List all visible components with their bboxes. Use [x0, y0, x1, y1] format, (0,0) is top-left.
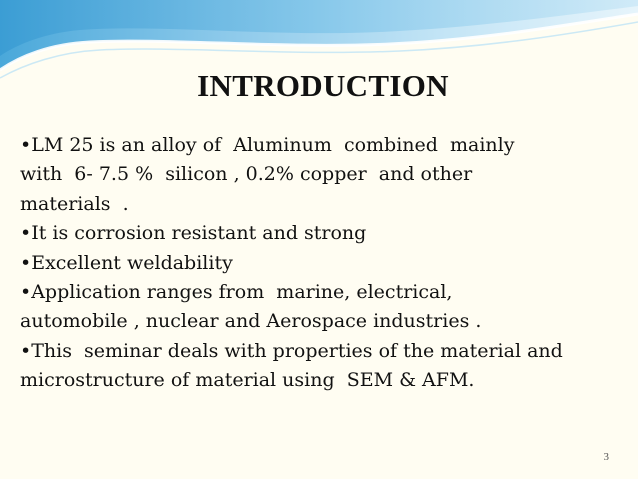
bullet-line: materials . [20, 192, 129, 215]
bullet-line: microstructure of material using SEM & AFM. [20, 369, 475, 392]
bullet-line: •It is corrosion resistant and strong [20, 222, 367, 245]
page-number: 3 [603, 451, 609, 463]
bullet-line: •LM 25 is an alloy of Aluminum combined mainly [20, 134, 515, 156]
bullet-line: automobile , nuclear and Aerospace industries . [20, 310, 482, 333]
bullet-list [20, 131, 626, 396]
bullet-line: with 6- 7.5 % silicon , 0.2% copper and other [20, 163, 473, 186]
slide-title: INTRODUCTION [197, 68, 449, 103]
bullet-line: •This seminar deals with properties of the material and [20, 339, 563, 362]
bullet-line: •Excellent weldability [20, 251, 233, 274]
bullet-line: •Application ranges from marine, electrical, [20, 281, 453, 304]
